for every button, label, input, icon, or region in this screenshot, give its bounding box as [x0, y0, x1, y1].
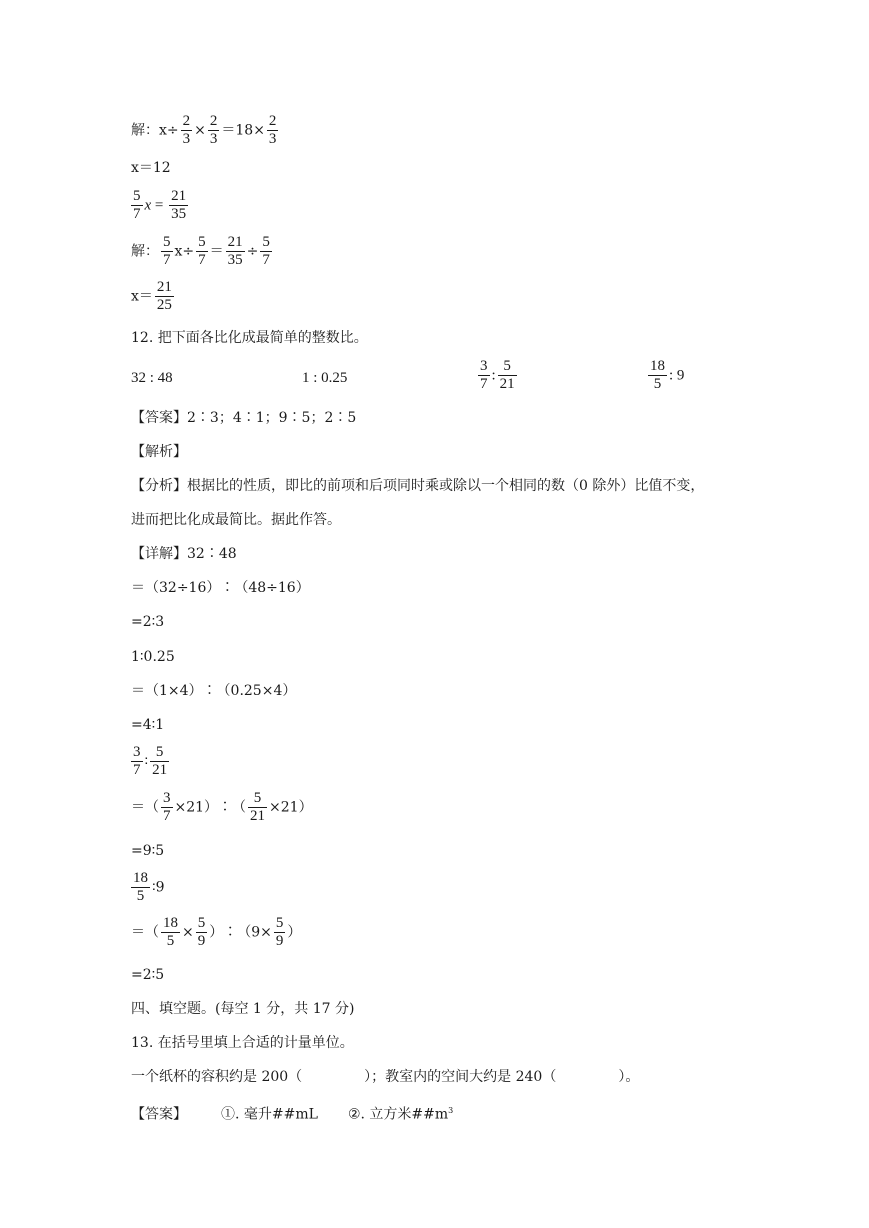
fraction: $\frac{5}{7}$ — [133, 188, 141, 222]
detail-line-2: ＝（32÷16）∶（48÷16） — [131, 580, 310, 596]
text: ＝18× — [221, 122, 265, 139]
fraction: $\frac{2}{3}$ — [268, 113, 277, 147]
detail-line-12: =2∶5 — [131, 967, 165, 983]
text: : 9 — [669, 367, 685, 384]
ratio-4 — [646, 358, 684, 393]
detail-line-10 — [131, 870, 165, 905]
ratio-3 — [476, 358, 519, 393]
text: 解： — [131, 243, 159, 260]
text: ∶9 — [152, 879, 165, 896]
text: = — [151, 197, 168, 214]
section-4-heading: 四、填空题。(每空 1 分，共 17 分) — [131, 1001, 355, 1017]
detail-line-9: =9∶5 — [131, 843, 165, 859]
question-13: 13. 在括号里填上合适的计量单位。 — [131, 1035, 354, 1051]
fraction: $\frac{5}{7}$ — [163, 234, 171, 268]
detail-line-3: =2∶3 — [131, 614, 165, 630]
fraction: $\frac{3}{7}$ — [133, 744, 141, 778]
fraction: $\frac{3}{7}$ — [480, 358, 488, 392]
fraction: $\frac{5}{9}$ — [197, 915, 206, 949]
fraction: $\frac{5}{7}$ — [198, 234, 206, 268]
detail-line-6: =4∶1 — [131, 717, 165, 733]
detail-line-7 — [131, 744, 171, 779]
text: x — [159, 122, 167, 139]
text: x＝ — [131, 288, 153, 305]
fraction: $\frac{5}{9}$ — [275, 915, 284, 949]
text: ）；教室内的空间大约是 240（ — [364, 1069, 557, 1085]
detail-line-5: ＝（1×4）∶（0.25×4） — [131, 683, 297, 699]
text: ÷ — [166, 122, 179, 139]
text: ＝（ — [131, 924, 159, 941]
text: ）∶（9× — [209, 924, 272, 941]
ratio-2: 1 : 0.25 — [302, 370, 348, 386]
detail-line-1: 【详解】32∶48 — [131, 546, 237, 562]
text: ）。 — [618, 1069, 640, 1085]
text: x÷ — [174, 243, 195, 260]
text: ×21）∶（ — [174, 799, 247, 816]
text: × — [194, 122, 206, 139]
fraction: $\frac{18}{5}$ — [163, 915, 178, 949]
fraction: $\frac{3}{7}$ — [163, 790, 171, 824]
fraction: $\frac{18}{5}$ — [650, 358, 665, 392]
text: ①. 毫升##mL — [221, 1106, 318, 1123]
text: × — [182, 924, 194, 941]
text: x — [144, 197, 152, 214]
fraction: $\frac{2}{3}$ — [182, 113, 191, 147]
text: ②. 立方米##m — [347, 1106, 449, 1123]
equation-line-3 — [131, 188, 190, 223]
ratio-1: 32 : 48 — [131, 370, 173, 386]
superscript: 3 — [448, 1106, 454, 1115]
question-12: 12. 把下面各比化成最简单的整数比。 — [131, 330, 368, 346]
text: ） — [287, 924, 302, 941]
solution-line-2: x＝12 — [131, 160, 171, 176]
fraction: $\frac{21}{35}$ — [171, 188, 187, 222]
fraction: $\frac{5}{7}$ — [262, 234, 270, 268]
answer-12: 【答案】2∶3；4∶1；9∶5；2∶5 — [131, 410, 357, 426]
fraction: $\frac{5}{21}$ — [250, 790, 266, 824]
analysis-line-2: 进而把比化成最简比。据此作答。 — [131, 512, 341, 528]
solution-line-1 — [131, 113, 280, 148]
text: 解： — [131, 122, 159, 139]
answer-13 — [131, 1101, 453, 1125]
detail-line-8 — [131, 790, 313, 825]
detail-line-4: 1∶0.25 — [131, 649, 175, 665]
fraction: $\frac{2}{3}$ — [209, 113, 218, 147]
text: 【答案】 — [131, 1106, 187, 1123]
text: ∶ — [144, 753, 149, 770]
text: 一个纸杯的容积约是 200（ — [131, 1069, 303, 1085]
text: : — [491, 367, 496, 384]
text: ÷ — [246, 243, 259, 260]
analysis-heading: 【解析】 — [131, 444, 187, 460]
solution-line-4 — [131, 234, 274, 269]
solution-line-5 — [131, 279, 176, 314]
analysis-line-1: 【分析】根据比的性质，即比的前项和后项同时乘或除以一个相同的数（0 除外）比值不变， — [131, 478, 705, 494]
detail-line-11 — [131, 915, 301, 950]
fraction: $\frac{18}{5}$ — [133, 870, 148, 904]
fraction: $\frac{5}{21}$ — [152, 744, 168, 778]
text: ×21） — [269, 799, 313, 816]
text: ＝（ — [131, 799, 159, 816]
text: ＝ — [209, 243, 224, 260]
fraction: $\frac{21}{35}$ — [227, 234, 243, 268]
fraction: $\frac{21}{25}$ — [156, 279, 172, 313]
question-13-line — [131, 1067, 639, 1087]
fraction: $\frac{5}{21}$ — [499, 358, 515, 392]
